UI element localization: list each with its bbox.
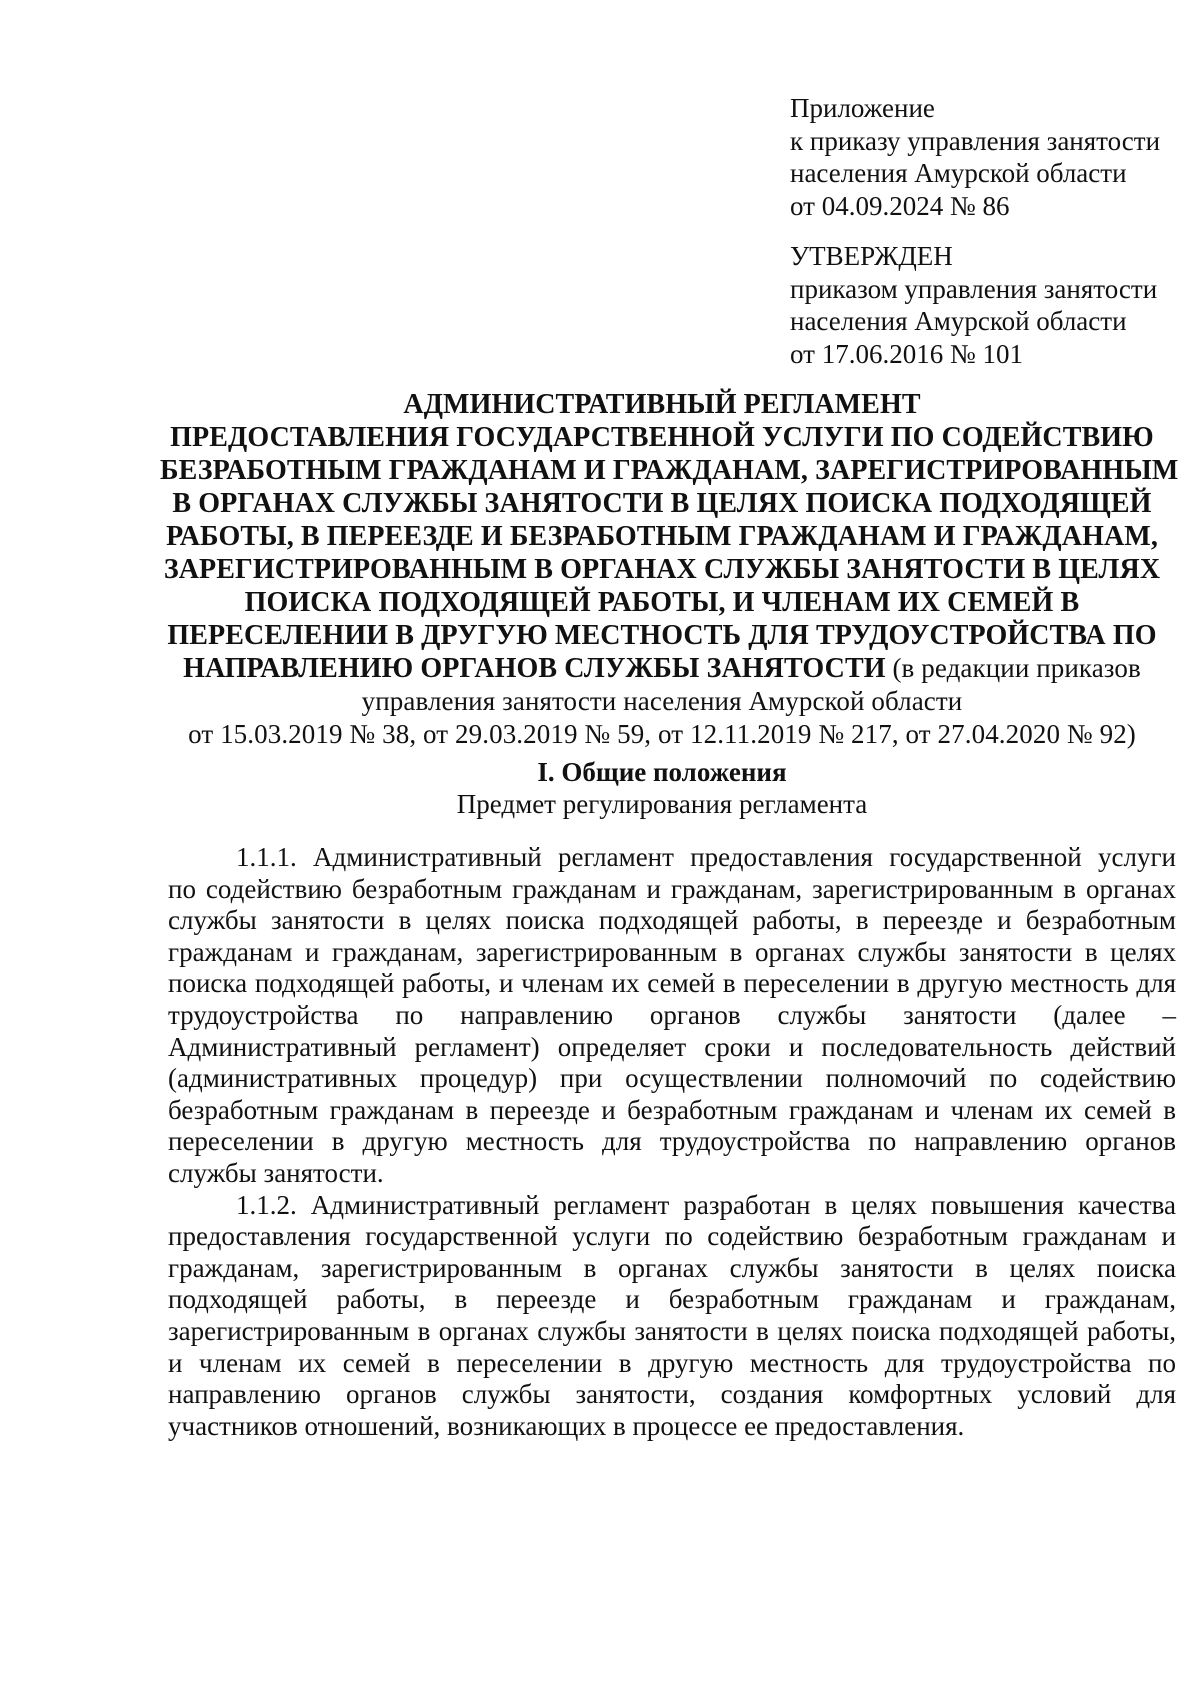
amendment-note-start: (в редакции приказов (885, 653, 1141, 683)
title-last-bold: НАПРАВЛЕНИЮ ОРГАНОВ СЛУЖБЫ ЗАНЯТОСТИ (183, 653, 886, 684)
title-line: ПЕРЕСЕЛЕНИИ В ДРУГУЮ МЕСТНОСТЬ ДЛЯ ТРУДОУСТРОЙСТВА ПО (167, 620, 1157, 651)
approval-stamp-text (790, 240, 1180, 370)
body-text (168, 842, 1176, 1442)
title-line: АДМИНИСТРАТИВНЫЙ РЕГЛАМЕНТ (403, 389, 921, 420)
section-heading (160, 756, 1164, 820)
text-line: службы занятости. (168, 1157, 384, 1188)
text-line: направлению органов службы занятости, создания комфортных условий для (168, 1379, 1176, 1410)
title-line: ПРЕДОСТАВЛЕНИЯ ГОСУДАРСТВЕННОЙ УСЛУГИ ПО СОДЕЙСТВИЮ (170, 422, 1154, 453)
text-line: поиска подходящей работы, и членам их семей в переселении в другую местность для (168, 968, 1176, 999)
text-line: подходящей работы, в переезде и безработным гражданам и гражданам, (168, 1284, 1176, 1315)
text-line: 1.1.1. Административный регламент предоставления государственной услуги (236, 842, 1176, 872)
amendment-line: от 15.03.2019 № 38, от 29.03.2019 № 59, от 12.11.2019 № 217, от 27.04.2020 № 92) (188, 719, 1136, 749)
title-line: ЗАРЕГИСТРИРОВАННЫМ В ОРГАНАХ СЛУЖБЫ ЗАНЯТОСТИ В ЦЕЛЯХ (163, 554, 1161, 585)
appendix-line: к приказу управления занятости (790, 125, 1161, 156)
appendix-line: населения Амурской области (790, 158, 1127, 188)
title-line: В ОРГАНАХ СЛУЖБЫ ЗАНЯТОСТИ В ЦЕЛЯХ ПОИСКА ПОДХОДЯЩЕЙ (172, 488, 1152, 519)
approved-line: УТВЕРЖДЕН (790, 241, 953, 271)
paragraph-1-1-1 (168, 842, 1176, 1190)
title-last-line (160, 652, 1164, 685)
section-title: I. Общие положения (537, 757, 787, 787)
section-subtitle: Предмет регулирования регламента (456, 789, 868, 819)
appendix-note (790, 92, 1180, 222)
text-line: 1.1.2. Административный регламент разработан в целях повышения качества (236, 1189, 1176, 1220)
text-line: гражданам и гражданам, зарегистрированным в органах службы занятости в целях (168, 936, 1176, 967)
text-line: переселении в другую местность для трудоустройства по направлению органов (168, 1126, 1176, 1157)
text-line: безработным гражданам в переезде и безработным гражданам и членам их семей в (168, 1094, 1176, 1125)
text-line: Административный регламент) определяет сроки и последовательность действий (168, 1031, 1176, 1062)
title-line: БЕЗРАБОТНЫМ ГРАЖДАНАМ И ГРАЖДАНАМ, ЗАРЕГИСТРИРОВАННЫМ (160, 455, 1179, 486)
paragraph-1-1-2 (168, 1190, 1176, 1443)
amendment-line: управления занятости населения Амурской области (361, 686, 963, 716)
text-line: службы занятости в целях поиска подходящей работы, в переезде и безработным (168, 905, 1176, 936)
text-line: (административных процедур) при осуществлении полномочий по содействию (168, 1063, 1176, 1094)
text-line: и членам их семей в переселении в другую местность для трудоустройства по (168, 1347, 1176, 1378)
document-title (160, 388, 1179, 751)
text-line: гражданам, зарегистрированным в органах службы занятости в целях поиска (168, 1252, 1176, 1283)
text-line: участников отношений, возникающих в процессе ее предоставления. (168, 1410, 965, 1441)
title-line: РАБОТЫ, В ПЕРЕЕЗДЕ И БЕЗРАБОТНЫМ ГРАЖДАНАМ И ГРАЖДАНАМ, (166, 521, 1158, 552)
approved-line: приказом управления занятости (790, 273, 1158, 304)
text-line: зарегистрированным в органах службы занятости в целях поиска подходящей работы, (168, 1315, 1176, 1346)
title-line: ПОИСКА ПОДХОДЯЩЕЙ РАБОТЫ, И ЧЛЕНАМ ИХ СЕМЕЙ В (244, 587, 1080, 618)
text-line: трудоустройства по направлению органов службы занятости (далее – (168, 999, 1176, 1030)
appendix-line: от 04.09.2024 № 86 (790, 190, 1010, 221)
approved-line: населения Амурской области (790, 306, 1127, 336)
text-line: по содействию безработным гражданам и гражданам, зарегистрированным в органах (168, 873, 1176, 904)
appendix-line: Приложение (790, 93, 935, 123)
text-line: предоставления государственной услуги по содействию безработным гражданам и (168, 1221, 1176, 1252)
approved-line: от 17.06.2016 № 101 (790, 338, 1023, 369)
